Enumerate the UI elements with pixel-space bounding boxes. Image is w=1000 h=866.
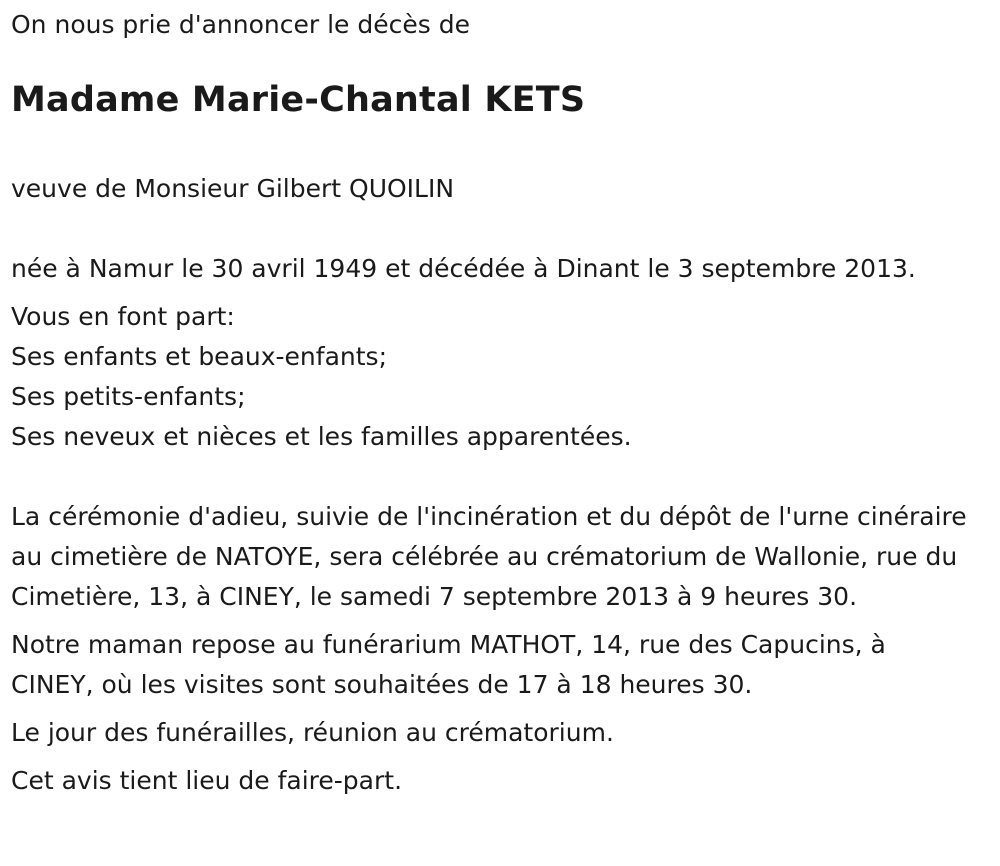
gathering-paragraph: Le jour des funérailles, réunion au crématorium. (11, 718, 614, 747)
closing-paragraph: Cet avis tient lieu de faire-part. (11, 766, 403, 795)
family-line: Ses petits-enfants; (11, 382, 246, 411)
family-line: Vous en font part: (11, 302, 235, 331)
family-line: Ses neveux et nièces et les familles apparentées. (11, 422, 632, 451)
widow-text: veuve de Monsieur Gilbert QUOILIN (11, 174, 455, 203)
deceased-name: Madame Marie-Chantal KETS (11, 80, 586, 120)
intro-text: On nous prie d'annoncer le décès de (11, 10, 470, 39)
birth-death-text: née à Namur le 30 avril 1949 et décédée à Dinant le 3 septembre 2013. (11, 254, 916, 283)
ceremony-paragraph: La cérémonie d'adieu, suivie de l'incinération et du dépôt de l'urne cinéraire au cimetière de NATOYE, sera célébrée au crématorium de Wallonie, rue du Cimetière, 13, à CINEY, le samedi 7 septembre 2013 à 9 heures 30. (11, 502, 967, 611)
rest-paragraph: Notre maman repose au funérarium MATHOT, 14, rue des Capucins, à CINEY, où les visites sont souhaitées de 17 à 18 heures 30. (11, 630, 886, 699)
family-list (11, 297, 1000, 457)
family-line: Ses enfants et beaux-enfants; (11, 342, 387, 371)
